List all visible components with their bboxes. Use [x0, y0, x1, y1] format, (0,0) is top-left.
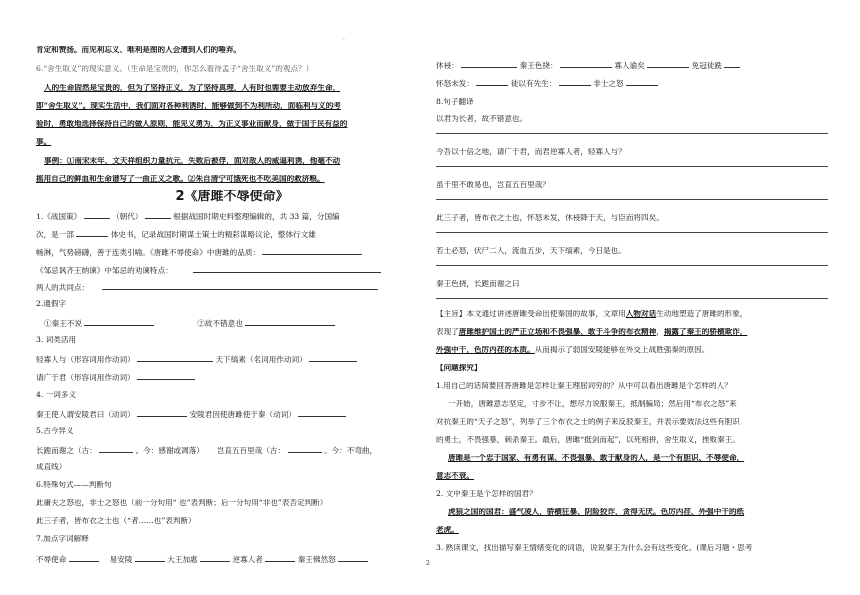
answer-blank[interactable] [262, 247, 362, 255]
heading-gujin: 5.古今异义 [36, 427, 74, 435]
fill-line-4: 《邹忌讽齐王纳谏》中邹忌的劝谏特点： [36, 265, 428, 275]
answer-blank[interactable] [102, 282, 378, 290]
answer-blank[interactable] [69, 554, 99, 562]
fill-line-r2: 怀怒未发： 徒以有先生： 非士之怒 [436, 78, 828, 88]
fill-line-r1: 休祲： 秦王色挠： 寡人谕矣 免冠徒跣 [436, 60, 828, 70]
heading-tanjiu: 【问题探究】 [436, 364, 482, 372]
fill-line-1: 1.《战国策》 （朝代） 根据战国时期史料整理编辑的，共 33 篇，分国编 [36, 212, 340, 221]
fill-line-gujin: 长跪而谢之（古： 。今：感谢或凋落） 岂直五百里哉（古： 。今：不弯曲， [36, 446, 378, 455]
fill-line-huoyong: 轻寡人与（形容词用作动词） 天下缟素（名词用作动词） [36, 354, 428, 364]
answer-blank[interactable] [200, 554, 230, 562]
answer-blank[interactable] [560, 60, 612, 68]
question-3: 3. 熟读课文，找出描写秦王情绪变化的词语，说说秦王为什么会有这些变化。(课后习题・思考 [436, 544, 753, 552]
section-title: 2《唐雎不辱使命》 [175, 190, 289, 203]
translation-sentence: 以君为长者，故不错意也。 [436, 115, 528, 123]
heading-panduan: 6.特殊句式——判断句 [36, 481, 112, 489]
answer-text: 虎狼之国的国君：盛气凌人，骄横狂暴、阴险狡诈，贪得无厌。色厉内荏、外强中干的纸 [448, 508, 745, 516]
heading-huoyong: 3. 词类活用 [36, 336, 77, 344]
answer-blank[interactable] [309, 354, 357, 362]
translation-sentence: 虽千里不敢易也，岂直五百里哉？ [436, 181, 550, 189]
fill-line-huoyong-2: 请广于君（形容词用作动词） [36, 372, 428, 382]
fill-line-3: 畅淋，气势磅礴，善于连类引喻。《唐雎不辱使命》中唐雎的品质： [36, 247, 428, 257]
answer-line: 即“舍生取义”。现实生活中，我们面对各种利诱时，能够做到不为利所动，面临利与义的考 [36, 102, 341, 110]
answer-blank[interactable] [461, 60, 517, 68]
answer-blank[interactable] [476, 78, 508, 86]
example-line: 事例：①南宋末年，文天祥组织力量抗元，失败后被俘，面对敌人的威逼利诱，他毫不动 [44, 157, 341, 165]
question-6: 6.“舍生取义”的现实意义。（生命是宝贵的，你怎么看待孟子“舍生取义”的观点？） [36, 65, 314, 73]
translation-sentence: 今吾以十倍之地，请广于君，而君逆寡人者，轻寡人与？ [436, 148, 626, 156]
answer-text: 一开始，唐雎意志坚定，寸步不让，想尽力说服秦王，抵制骗局；然后用“布衣之怒”来 [448, 400, 737, 408]
answer-line[interactable] [436, 298, 828, 299]
theme-line-2: 表现了唐雎维护国土的严正立场和不畏强暴、敢于斗争的布衣精神，揭露了秦王的骄横欺诈， [436, 328, 748, 336]
answer-blank[interactable] [99, 445, 133, 453]
answer-text: 意志不衰。 [436, 472, 474, 480]
paragraph-text: 肯定和赞扬。而见利忘义、唯利是图的人会遭到人们的唾弃。 [36, 46, 242, 54]
answer-text: 对抗秦王的“天子之怒”，列举了三个布衣之士的例子来反驳秦王，并表示要效法这些有胆识 [436, 418, 740, 426]
answer-blank[interactable] [338, 554, 368, 562]
answer-line: 事。 [36, 138, 52, 146]
page-number: 2 [426, 560, 430, 567]
answer-line[interactable] [436, 232, 828, 233]
answer-blank[interactable] [137, 409, 187, 417]
translation-sentence: 秦王色挠，长跪而谢之曰 [436, 280, 520, 288]
heading-tongjia: 2.通假字 [36, 300, 67, 308]
answer-blank[interactable] [559, 78, 591, 86]
answer-blank[interactable] [76, 229, 108, 237]
answer-blank[interactable] [288, 445, 322, 453]
answer-blank[interactable] [137, 354, 213, 362]
translation-sentence: 若士必怒，伏尸二人，流血五步，天下缟素，今日是也。 [436, 247, 626, 255]
answer-blank[interactable] [245, 318, 335, 326]
answer-line[interactable] [436, 166, 828, 167]
header-dot: · [343, 37, 345, 44]
fill-line-jieshi: 不辱使命 易安陵 大王加惠 逆寡人者 秦王怫然怒 [36, 554, 428, 564]
heading-fanyi: 8.句子翻译 [436, 98, 474, 106]
text-line: 此三子者，皆布衣之士也（“者……也”表判断） [36, 517, 196, 525]
heading-jieshi: 7.加点字词解释 [36, 535, 89, 543]
translation-sentence: 此三子者，皆布衣之士也，怀怒未发，休祲降于天，与臣而将四矣。 [436, 214, 664, 222]
answer-blank[interactable] [193, 265, 381, 273]
answer-blank[interactable] [647, 60, 689, 68]
answer-line: 验时，勇敢地选择保持自己的做人原则，能见义勇为，为正义事业而献身，做于国于民有益的 [36, 120, 348, 128]
fill-line-tongjia: ①秦王不说 ②故不错意也 [44, 318, 428, 328]
example-line: 摇用自己的鲜血和生命谱写了一曲正义之歌。②朱自清宁可饿死也不吃美国的救济粮。 [36, 175, 325, 183]
answer-blank[interactable] [626, 78, 658, 86]
fill-line-5: 两人的共同点： [36, 282, 428, 292]
answer-text: 唐雎是一个忠于国家、有勇有谋、不畏强暴、敢于献身的人，是一个有胆识、不辱使命， [448, 454, 745, 462]
answer-line[interactable] [436, 199, 828, 200]
answer-blank[interactable] [724, 60, 740, 68]
answer-text: 老虎。 [436, 526, 459, 534]
answer-blank[interactable] [84, 211, 110, 219]
answer-blank[interactable] [135, 554, 165, 562]
heading-duoyi: 4. 一词多义 [36, 391, 77, 399]
answer-line: 人的生命固然是宝贵的，但为了坚持正义，为了坚持真理，人有时也需要主动放弃生命， [44, 84, 341, 92]
answer-blank[interactable] [298, 409, 346, 417]
answer-line[interactable] [436, 265, 828, 266]
fill-line-duoyi: 秦王使人谓安陵君曰（动词） 安陵君因使唐雎使于秦（动词） [36, 409, 428, 419]
answer-blank[interactable] [84, 318, 154, 326]
fill-line-2: 次，是一部 体史书，记录战国时期谋士策士的精彩谋略议论，整体行文雄 [36, 230, 316, 239]
question-2: 2. 文中秦王是个怎样的国君？ [436, 490, 537, 498]
answer-blank[interactable] [145, 211, 171, 219]
text-line: 此庸夫之怒也，非士之怒也（前一分句用“ 也”表判断；后一分句用“非也”表否定判断） [36, 499, 328, 507]
question-1: 1.用自己的话简要回答唐雎是怎样让秦王理屈词穷的？从中可以看出唐雎是个怎样的人？ [436, 382, 732, 390]
theme-line-1: 【主旨】本文通过讲述唐雎受命出使秦国的故事，文章用人物对话生动地塑造了唐雎的形象， [436, 310, 748, 318]
answer-line[interactable] [436, 133, 828, 134]
answer-text: 的勇士，不畏强暴，刺杀秦王。最后，唐雎“挺剑而起”，以死相拼，舍生取义，挫败秦王。 [436, 436, 740, 444]
text-line: 成直线） [36, 463, 67, 471]
answer-blank[interactable] [265, 554, 295, 562]
answer-blank[interactable] [137, 372, 195, 380]
theme-line-3: 外强中干，色厉内荏的本质。从而揭示了弱国安陵能够在外交上战胜强秦的原因。 [436, 346, 710, 354]
